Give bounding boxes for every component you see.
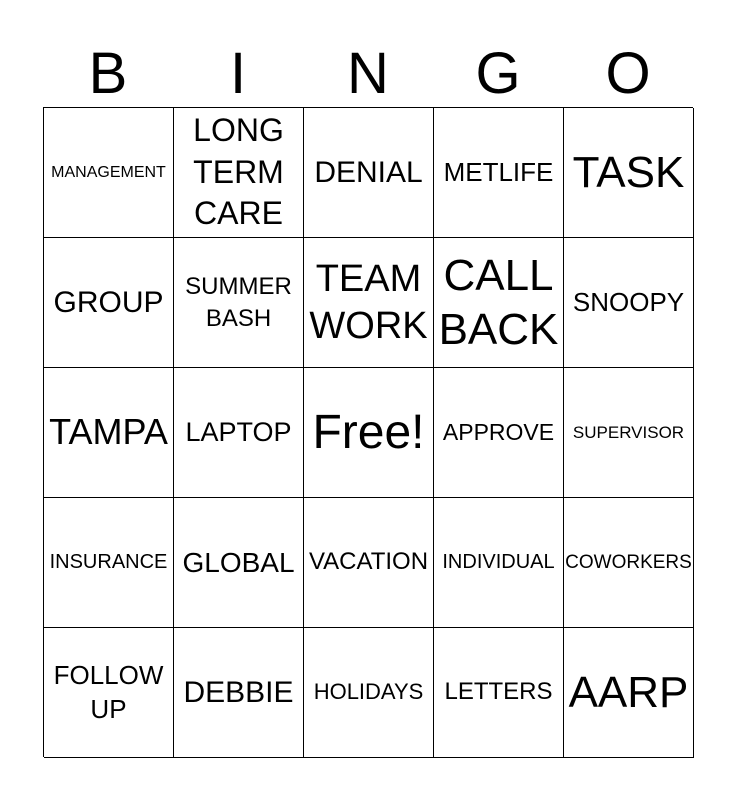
- bingo-board: [43, 107, 693, 757]
- bingo-cell-r2-c3[interactable]: APPROVE: [434, 368, 564, 498]
- bingo-cell-r3-c2[interactable]: VACATION: [304, 498, 434, 628]
- bingo-header: [43, 40, 693, 108]
- bingo-cell-r0-c3[interactable]: METLIFE: [434, 108, 564, 238]
- bingo-cell-r0-c2[interactable]: DENIAL: [304, 108, 434, 238]
- header-letter-b: B: [88, 41, 128, 106]
- bingo-cell-r1-c1[interactable]: SUMMER BASH: [174, 238, 304, 368]
- bingo-cell-r0-c0[interactable]: MANAGEMENT: [44, 108, 174, 238]
- bingo-cell-r3-c0[interactable]: INSURANCE: [44, 498, 174, 628]
- header-letter-o: O: [605, 41, 651, 106]
- bingo-cell-r4-c2[interactable]: HOLIDAYS: [304, 628, 434, 758]
- bingo-cell-r4-c4[interactable]: AARP: [564, 628, 694, 758]
- bingo-cell-r4-c0[interactable]: FOLLOW UP: [44, 628, 174, 758]
- bingo-cell-r1-c2[interactable]: TEAM WORK: [304, 238, 434, 368]
- bingo-cell-r3-c4[interactable]: COWORKERS: [564, 498, 694, 628]
- bingo-cell-r0-c1[interactable]: LONG TERM CARE: [174, 108, 304, 238]
- header-letter-g: G: [475, 41, 521, 106]
- bingo-cell-r2-c1[interactable]: LAPTOP: [174, 368, 304, 498]
- bingo-cell-r2-c0[interactable]: TAMPA: [44, 368, 174, 498]
- bingo-cell-r4-c3[interactable]: LETTERS: [434, 628, 564, 758]
- header-letter-n: N: [347, 41, 389, 106]
- bingo-cell-r3-c1[interactable]: GLOBAL: [174, 498, 304, 628]
- bingo-cell-r1-c0[interactable]: GROUP: [44, 238, 174, 368]
- bingo-cell-r1-c4[interactable]: SNOOPY: [564, 238, 694, 368]
- header-letter-i: I: [229, 41, 247, 106]
- bingo-cell-r4-c1[interactable]: DEBBIE: [174, 628, 304, 758]
- free-space-cell[interactable]: Free!: [304, 368, 434, 498]
- bingo-cell-r1-c3[interactable]: CALL BACK: [434, 238, 564, 368]
- bingo-cell-r3-c3[interactable]: INDIVIDUAL: [434, 498, 564, 628]
- bingo-cell-r2-c4[interactable]: SUPERVISOR: [564, 368, 694, 498]
- bingo-cell-r0-c4[interactable]: TASK: [564, 108, 694, 238]
